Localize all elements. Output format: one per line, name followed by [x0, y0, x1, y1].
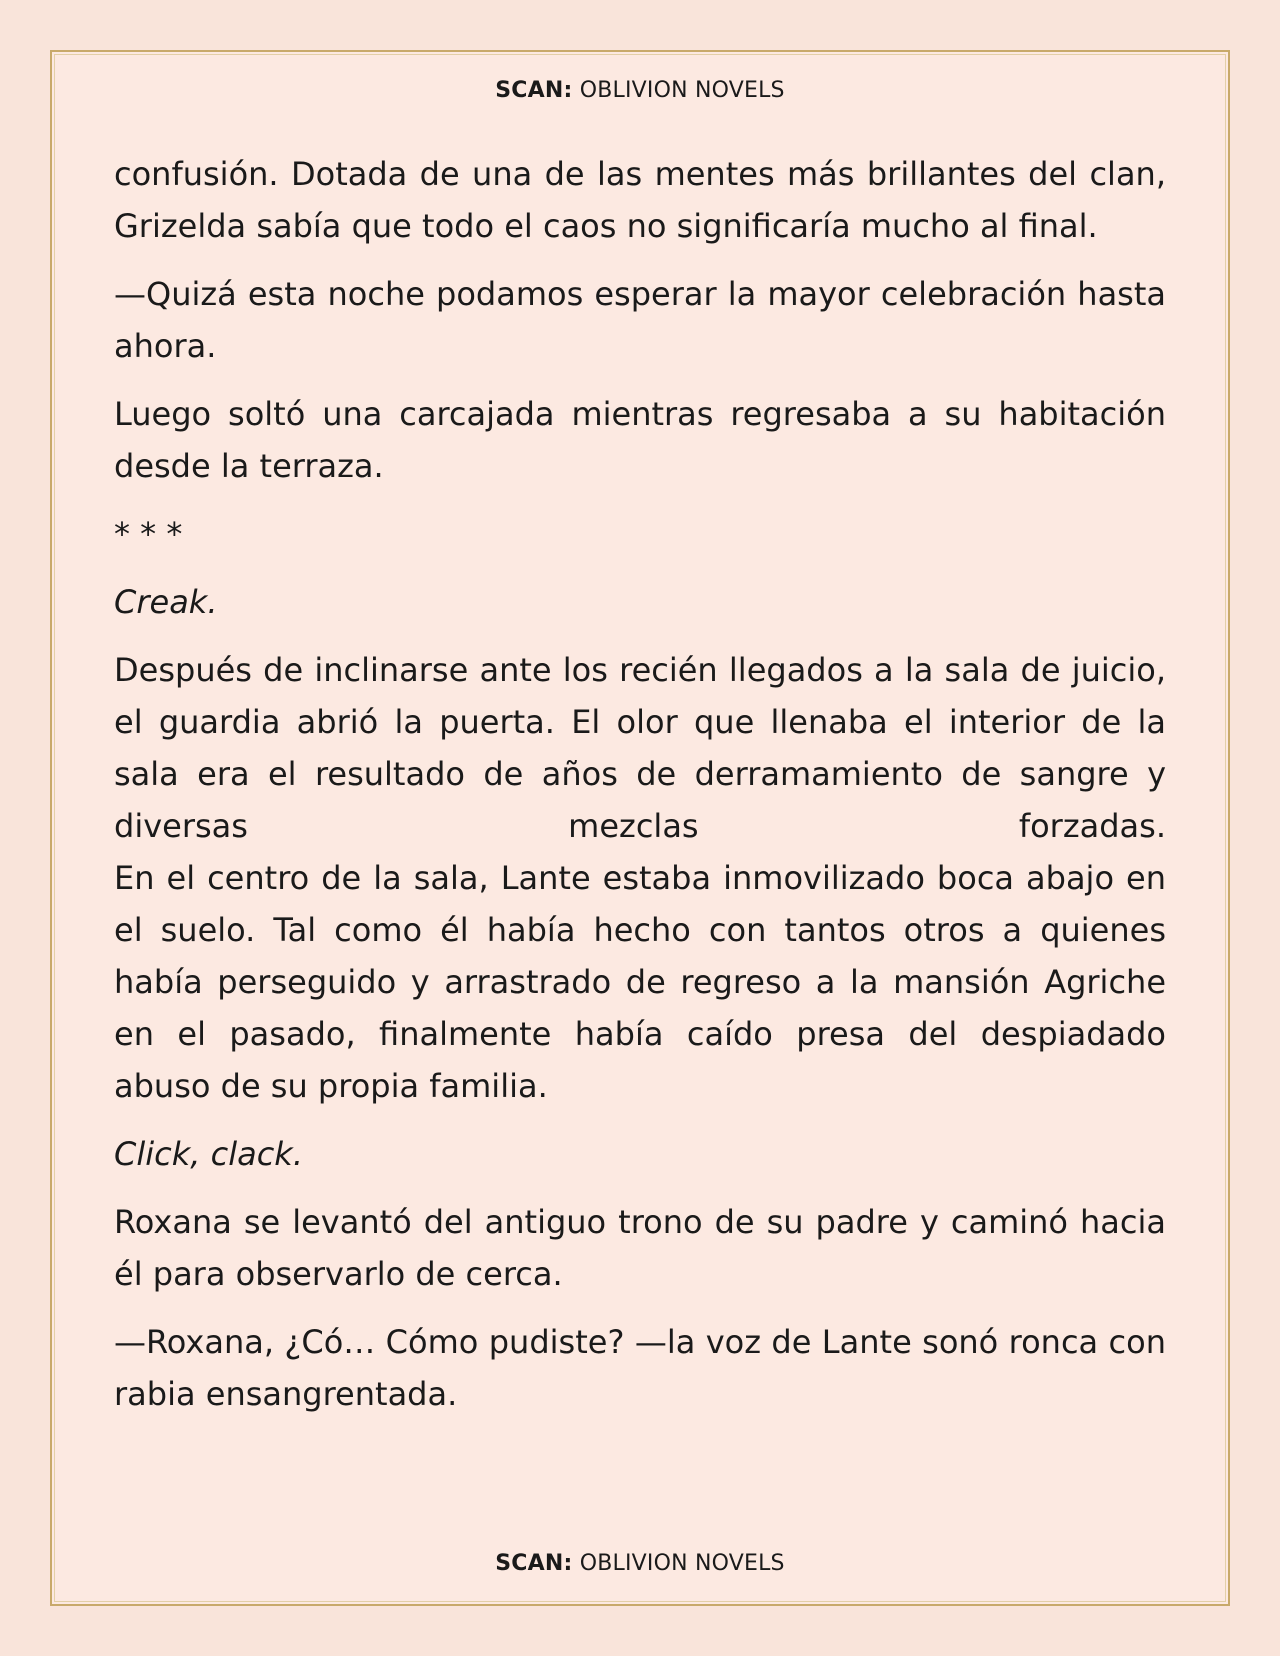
scan-header-source: OBLIVION NOVELS	[579, 78, 785, 103]
paragraph-4-part-1: Después de inclinarse ante los recién llegados a la sala de juicio, el guardia abrió la puerta. El olor que llenaba el interior de la sala era el resultado de años de derramamiento de sangre y diversas mezclas forzadas.	[114, 651, 1166, 845]
scene-separator: * * *	[114, 515, 183, 553]
paragraph-1: confusión. Dotada de una de las mentes más brillantes del clan, Grizelda sabía que todo el caos no significaría mucho al final.	[114, 155, 1166, 245]
scan-footer	[52, 1551, 1228, 1576]
paragraph-3: Luego soltó una carcajada mientras regresaba a su habitación desde la terraza.	[114, 395, 1166, 485]
scan-header-label: SCAN:	[495, 78, 573, 103]
sound-effect-click-clack: Click, clack.	[114, 1135, 303, 1173]
page-frame	[50, 50, 1230, 1606]
paragraph-6: —Roxana, ¿Có… Cómo pudiste? —la voz de Lante sonó ronca con rabia ensangrentada.	[114, 1323, 1166, 1413]
scan-footer-source: OBLIVION NOVELS	[579, 1551, 785, 1576]
paragraph-2: —Quizá esta noche podamos esperar la mayor celebración hasta ahora.	[114, 275, 1166, 365]
sound-effect-creak: Creak.	[114, 583, 218, 621]
paragraph-4	[114, 644, 1166, 1112]
scan-footer-label: SCAN:	[495, 1551, 573, 1576]
paragraph-5: Roxana se levantó del antiguo trono de su padre y caminó hacia él para observarlo de cerca.	[114, 1203, 1166, 1293]
paragraph-4-part-2: En el centro de la sala, Lante estaba inmovilizado boca abajo en el suelo. Tal como él había hecho con tantos otros a quienes había perseguido y arrastrado de regreso a la mansión Agriche en el pasado, finalmente había caído presa del despiadado abuso de su propia familia.	[114, 859, 1166, 1105]
scan-header	[52, 78, 1228, 103]
page-body	[114, 148, 1166, 1436]
